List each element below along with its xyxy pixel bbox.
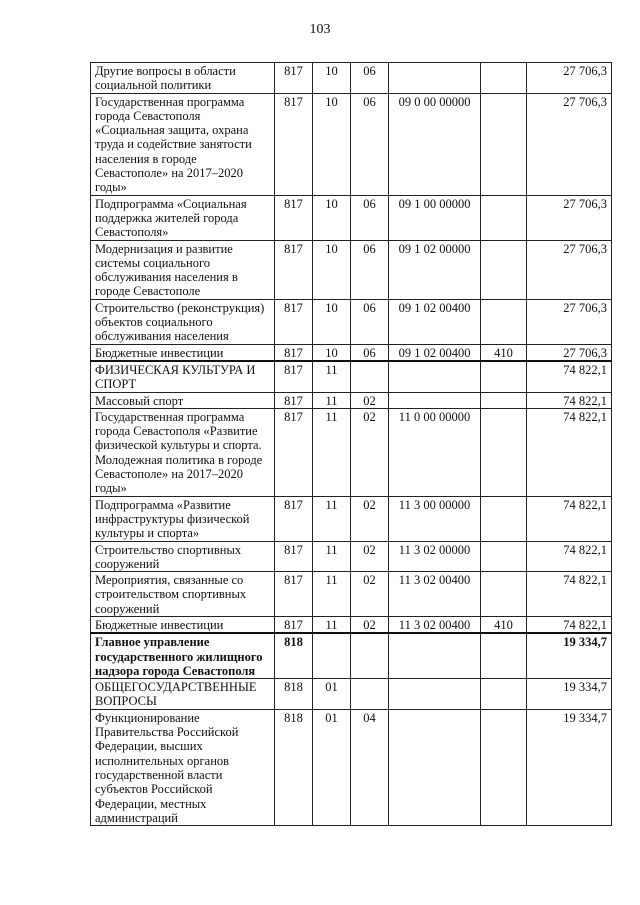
row-subsection-cell: 06 bbox=[351, 240, 389, 299]
table-row bbox=[91, 344, 612, 361]
table-row bbox=[91, 93, 612, 195]
row-expense-type-cell bbox=[481, 408, 527, 496]
row-name-cell: Главное управление государственного жилищного надзора города Севастополя bbox=[91, 633, 275, 678]
row-sum-cell: 27 706,3 bbox=[527, 93, 612, 195]
row-target-article-cell: 11 0 00 00000 bbox=[389, 408, 481, 496]
row-subsection-cell bbox=[351, 361, 389, 392]
row-target-article-cell: 11 3 02 00400 bbox=[389, 572, 481, 617]
table-row bbox=[91, 496, 612, 541]
table-row bbox=[91, 616, 612, 633]
row-subsection-cell: 06 bbox=[351, 195, 389, 240]
row-name-cell: ФИЗИЧЕСКАЯ КУЛЬТУРА И СПОРТ bbox=[91, 361, 275, 392]
row-target-article-cell: 11 3 02 00400 bbox=[389, 616, 481, 633]
row-expense-type-cell bbox=[481, 195, 527, 240]
row-section-cell: 10 bbox=[313, 344, 351, 361]
table-row bbox=[91, 195, 612, 240]
row-subsection-cell: 02 bbox=[351, 616, 389, 633]
row-subsection-cell: 02 bbox=[351, 392, 389, 408]
row-expense-type-cell: 410 bbox=[481, 344, 527, 361]
row-section-cell: 11 bbox=[313, 572, 351, 617]
row-target-article-cell bbox=[389, 633, 481, 678]
row-section-cell: 11 bbox=[313, 541, 351, 572]
row-subsection-cell: 02 bbox=[351, 496, 389, 541]
row-section-cell: 10 bbox=[313, 299, 351, 344]
row-target-article-cell bbox=[389, 392, 481, 408]
row-sum-cell: 74 822,1 bbox=[527, 408, 612, 496]
row-name-cell: Государственная программа города Севастополя «Социальная защита, охрана труда и содействие занятости населения в городе Севастополе» на 2017–2020 годы» bbox=[91, 93, 275, 195]
budget-table-body bbox=[91, 63, 612, 826]
row-sum-cell: 27 706,3 bbox=[527, 299, 612, 344]
row-grbs-cell: 817 bbox=[275, 408, 313, 496]
row-name-cell: Строительство (реконструкция) объектов социального обслуживания населения bbox=[91, 299, 275, 344]
row-target-article-cell bbox=[389, 709, 481, 825]
row-section-cell bbox=[313, 633, 351, 678]
row-grbs-cell: 817 bbox=[275, 616, 313, 633]
table-row bbox=[91, 541, 612, 572]
row-subsection-cell: 02 bbox=[351, 408, 389, 496]
row-grbs-cell: 817 bbox=[275, 299, 313, 344]
row-section-cell: 11 bbox=[313, 392, 351, 408]
row-grbs-cell: 817 bbox=[275, 541, 313, 572]
row-subsection-cell bbox=[351, 679, 389, 710]
row-expense-type-cell bbox=[481, 392, 527, 408]
row-section-cell: 11 bbox=[313, 496, 351, 541]
table-row bbox=[91, 572, 612, 617]
row-target-article-cell: 11 3 00 00000 bbox=[389, 496, 481, 541]
table-row bbox=[91, 63, 612, 94]
row-subsection-cell: 02 bbox=[351, 572, 389, 617]
row-subsection-cell bbox=[351, 633, 389, 678]
row-section-cell: 11 bbox=[313, 408, 351, 496]
row-target-article-cell: 09 1 02 00000 bbox=[389, 240, 481, 299]
row-section-cell: 11 bbox=[313, 616, 351, 633]
row-sum-cell: 19 334,7 bbox=[527, 709, 612, 825]
row-name-cell: Подпрограмма «Социальная поддержка жителей города Севастополя» bbox=[91, 195, 275, 240]
row-expense-type-cell: 410 bbox=[481, 616, 527, 633]
table-row bbox=[91, 408, 612, 496]
table-row bbox=[91, 679, 612, 710]
row-grbs-cell: 817 bbox=[275, 392, 313, 408]
row-section-cell: 10 bbox=[313, 93, 351, 195]
row-sum-cell: 74 822,1 bbox=[527, 496, 612, 541]
row-section-cell: 11 bbox=[313, 361, 351, 392]
table-row bbox=[91, 633, 612, 678]
row-expense-type-cell bbox=[481, 299, 527, 344]
row-expense-type-cell bbox=[481, 709, 527, 825]
row-name-cell: Строительство спортивных сооружений bbox=[91, 541, 275, 572]
row-name-cell: Бюджетные инвестиции bbox=[91, 344, 275, 361]
row-expense-type-cell bbox=[481, 93, 527, 195]
row-target-article-cell: 09 1 02 00400 bbox=[389, 299, 481, 344]
row-name-cell: Мероприятия, связанные со строительством спортивных сооружений bbox=[91, 572, 275, 617]
row-expense-type-cell bbox=[481, 633, 527, 678]
row-expense-type-cell bbox=[481, 572, 527, 617]
row-grbs-cell: 817 bbox=[275, 361, 313, 392]
table-row bbox=[91, 361, 612, 392]
row-section-cell: 10 bbox=[313, 195, 351, 240]
row-target-article-cell: 09 1 02 00400 bbox=[389, 344, 481, 361]
row-grbs-cell: 817 bbox=[275, 195, 313, 240]
row-expense-type-cell bbox=[481, 63, 527, 94]
row-grbs-cell: 817 bbox=[275, 93, 313, 195]
row-subsection-cell: 06 bbox=[351, 93, 389, 195]
row-subsection-cell: 04 bbox=[351, 709, 389, 825]
row-subsection-cell: 06 bbox=[351, 63, 389, 94]
row-target-article-cell: 09 1 00 00000 bbox=[389, 195, 481, 240]
row-sum-cell: 74 822,1 bbox=[527, 572, 612, 617]
row-name-cell: Функционирование Правительства Российской Федерации, высших исполнительных органов государственной власти субъектов Российской Федерации, местных администраций bbox=[91, 709, 275, 825]
row-expense-type-cell bbox=[481, 361, 527, 392]
table-row bbox=[91, 299, 612, 344]
row-target-article-cell bbox=[389, 63, 481, 94]
row-expense-type-cell bbox=[481, 679, 527, 710]
row-name-cell: Массовый спорт bbox=[91, 392, 275, 408]
row-expense-type-cell bbox=[481, 240, 527, 299]
row-grbs-cell: 817 bbox=[275, 572, 313, 617]
row-sum-cell: 27 706,3 bbox=[527, 63, 612, 94]
row-target-article-cell bbox=[389, 679, 481, 710]
row-name-cell: Государственная программа города Севастополя «Развитие физической культуры и спорта. Молодежная политика в городе Севастополе» на 2017–2020 годы» bbox=[91, 408, 275, 496]
row-sum-cell: 74 822,1 bbox=[527, 541, 612, 572]
row-sum-cell: 27 706,3 bbox=[527, 195, 612, 240]
row-expense-type-cell bbox=[481, 496, 527, 541]
row-subsection-cell: 06 bbox=[351, 299, 389, 344]
row-sum-cell: 74 822,1 bbox=[527, 361, 612, 392]
page-number: 103 bbox=[309, 22, 331, 37]
row-sum-cell: 19 334,7 bbox=[527, 679, 612, 710]
row-grbs-cell: 818 bbox=[275, 709, 313, 825]
row-grbs-cell: 817 bbox=[275, 344, 313, 361]
table-row bbox=[91, 709, 612, 825]
row-expense-type-cell bbox=[481, 541, 527, 572]
row-section-cell: 01 bbox=[313, 709, 351, 825]
row-sum-cell: 74 822,1 bbox=[527, 616, 612, 633]
row-target-article-cell: 09 0 00 00000 bbox=[389, 93, 481, 195]
row-grbs-cell: 818 bbox=[275, 633, 313, 678]
table-row bbox=[91, 392, 612, 408]
row-section-cell: 01 bbox=[313, 679, 351, 710]
row-grbs-cell: 818 bbox=[275, 679, 313, 710]
table-row bbox=[91, 240, 612, 299]
row-section-cell: 10 bbox=[313, 63, 351, 94]
row-grbs-cell: 817 bbox=[275, 240, 313, 299]
row-sum-cell: 27 706,3 bbox=[527, 344, 612, 361]
row-name-cell: Подпрограмма «Развитие инфраструктуры физической культуры и спорта» bbox=[91, 496, 275, 541]
row-name-cell: Бюджетные инвестиции bbox=[91, 616, 275, 633]
row-sum-cell: 27 706,3 bbox=[527, 240, 612, 299]
budget-table bbox=[90, 62, 612, 826]
row-name-cell: ОБЩЕГОСУДАРСТВЕННЫЕ ВОПРОСЫ bbox=[91, 679, 275, 710]
row-name-cell: Модернизация и развитие системы социального обслуживания населения в городе Севастополе bbox=[91, 240, 275, 299]
row-grbs-cell: 817 bbox=[275, 496, 313, 541]
row-sum-cell: 74 822,1 bbox=[527, 392, 612, 408]
row-sum-cell: 19 334,7 bbox=[527, 633, 612, 678]
row-subsection-cell: 02 bbox=[351, 541, 389, 572]
row-target-article-cell: 11 3 02 00000 bbox=[389, 541, 481, 572]
row-name-cell: Другие вопросы в области социальной политики bbox=[91, 63, 275, 94]
row-subsection-cell: 06 bbox=[351, 344, 389, 361]
row-target-article-cell bbox=[389, 361, 481, 392]
row-grbs-cell: 817 bbox=[275, 63, 313, 94]
row-section-cell: 10 bbox=[313, 240, 351, 299]
